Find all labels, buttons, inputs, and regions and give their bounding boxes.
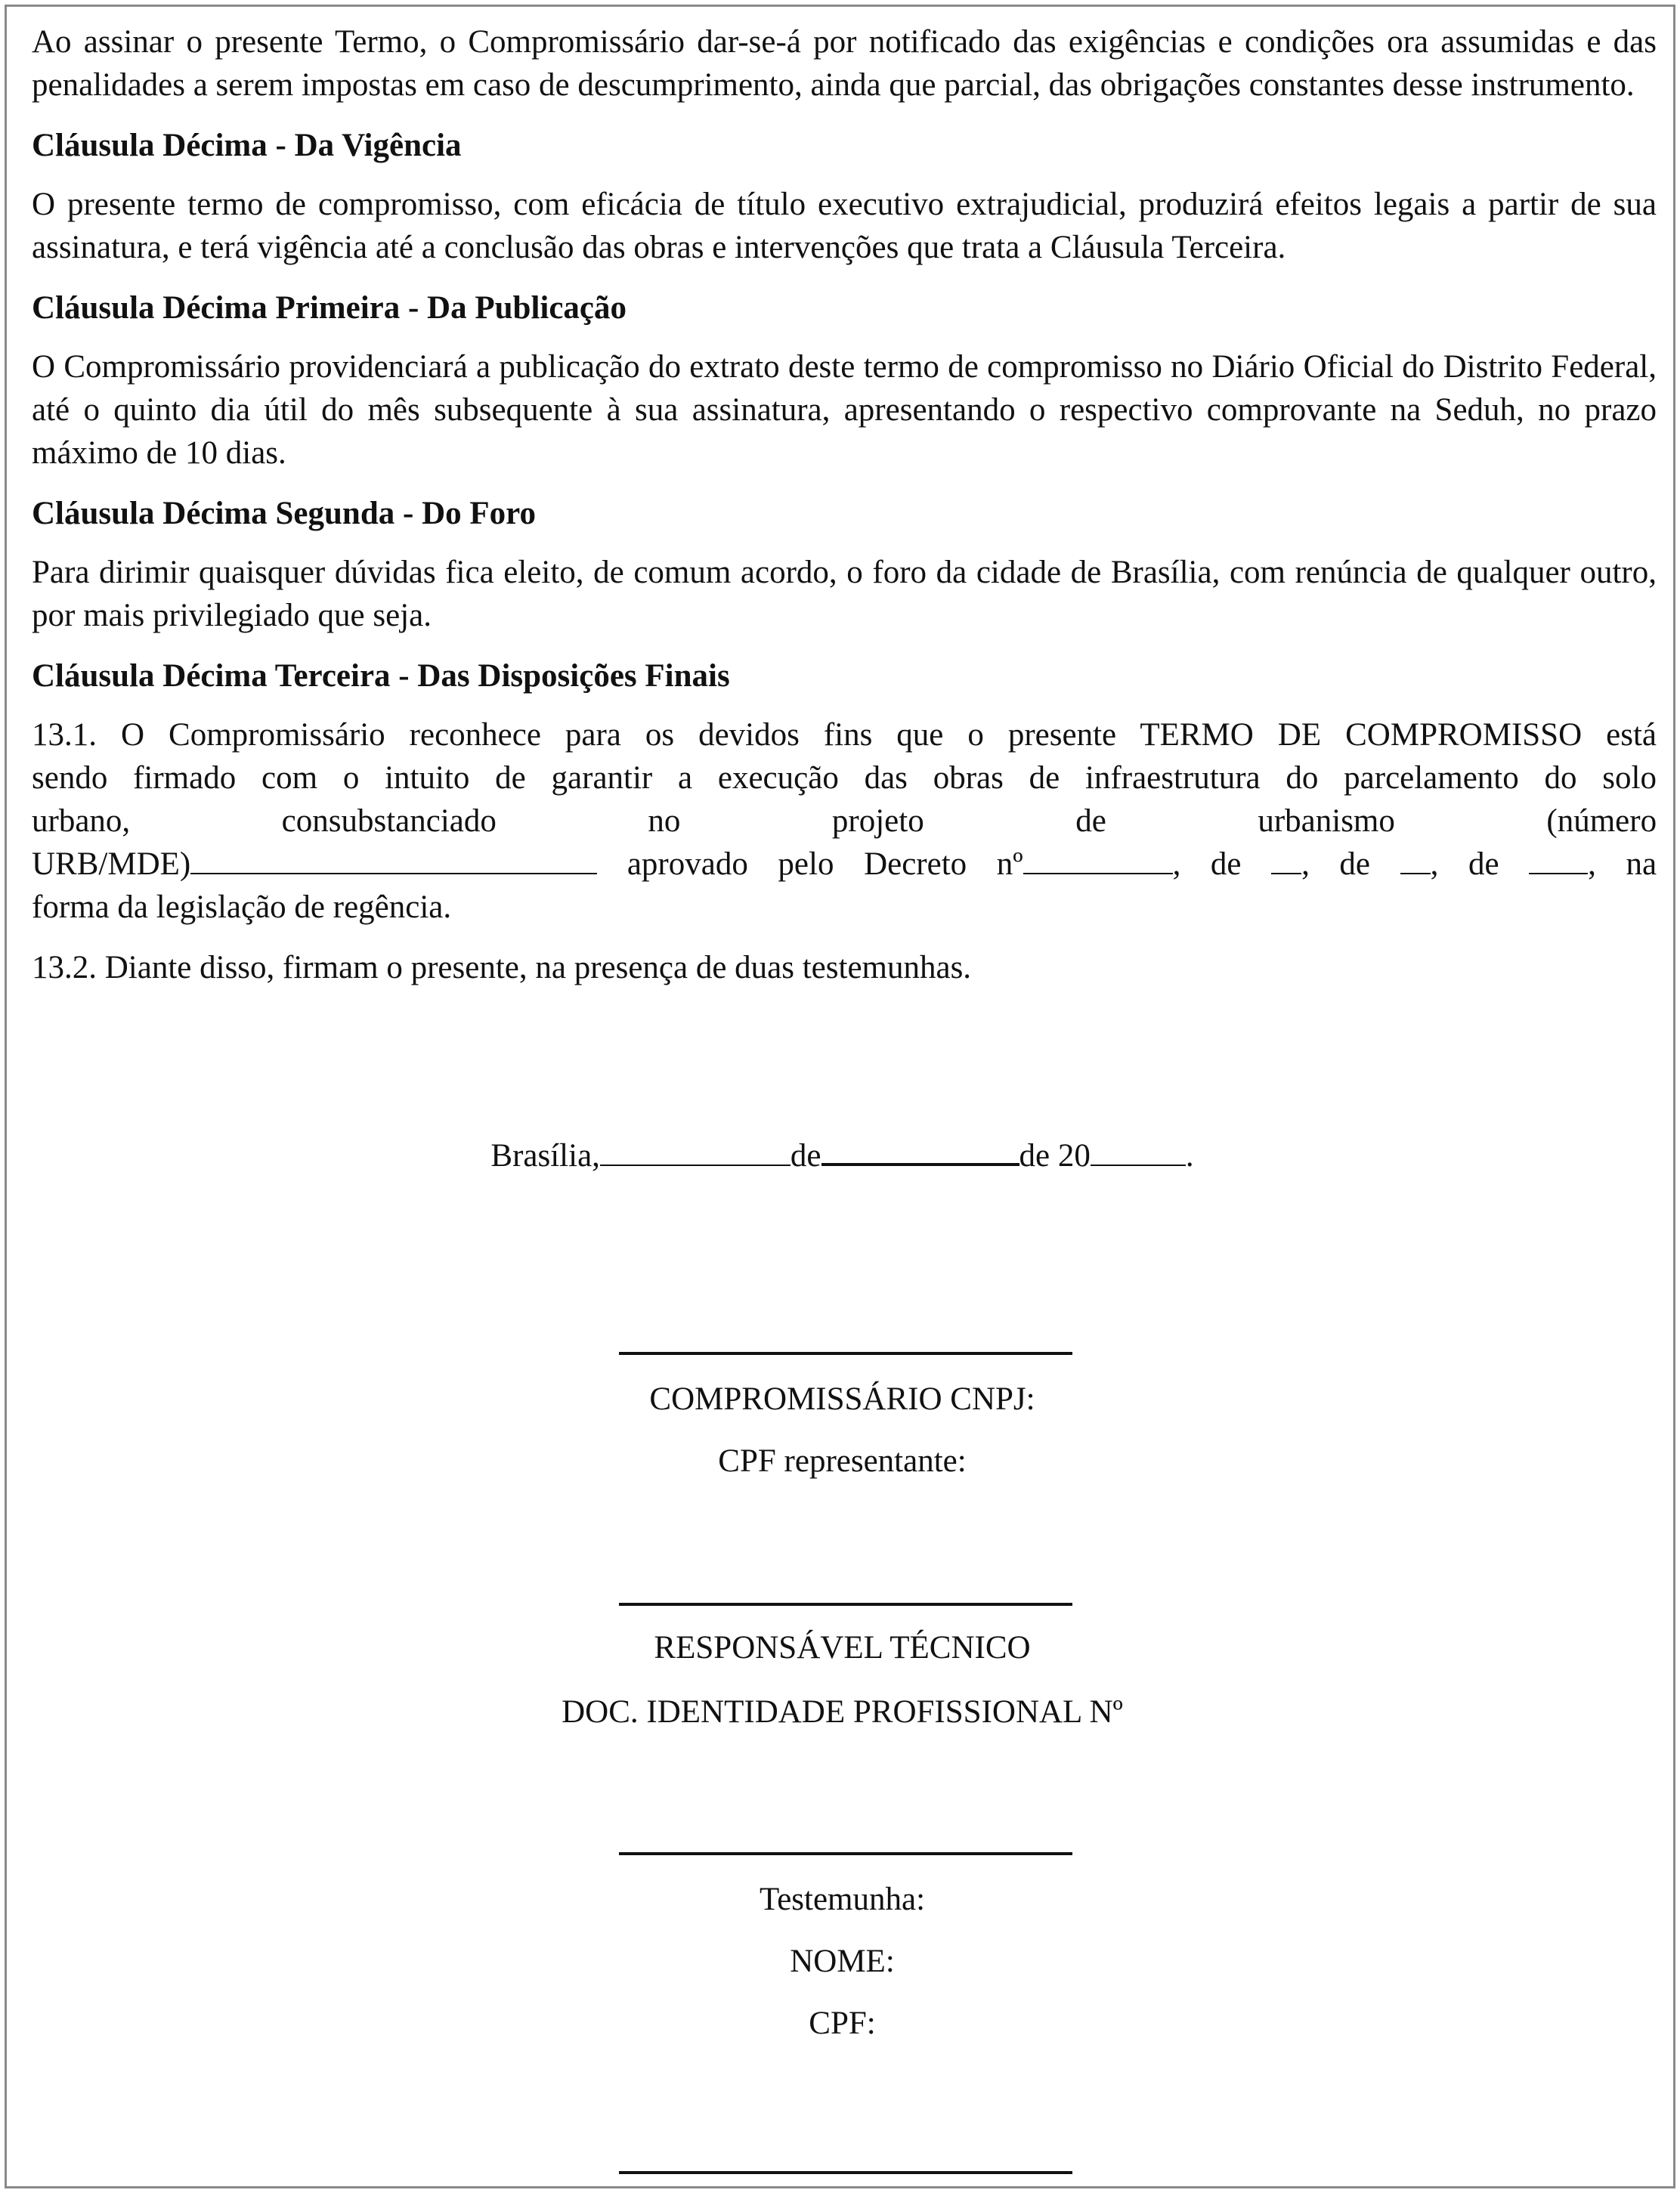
date-de: de (790, 1138, 821, 1174)
clause-12-text: Para dirimir quaisquer dúvidas fica eleito, de comum acordo, o foro da cidade de Brasília, com renúncia de qualquer outro, por mais privilegiado que seja. (32, 555, 1657, 633)
urb-mde-number-blank (190, 844, 597, 874)
word: projeto (831, 803, 924, 839)
word: de (1075, 803, 1106, 839)
clause-10-text: O presente termo de compromisso, com eficácia de título executivo extrajudicial, produzirá efeitos legais a partir de sua assinatura, e terá vigência até a conclusão das obras e intervenções que trata a Cláusula Terceira. (32, 187, 1657, 265)
decreto-number-blank (1023, 844, 1173, 874)
date-day-blank (600, 1136, 790, 1166)
year-blank (1529, 844, 1588, 874)
item-13-1-line-1: 13.1. O Compromissário reconhece para os devidos fins que o presente TERMO DE COMPROMISSO está (32, 717, 1657, 753)
word: Decreto (864, 846, 967, 882)
document-body (32, 20, 1657, 989)
item-13-1-line-2: sendo firmado com o intuito de garantir a execução das obras de infraestrutura do parcelamento do solo (32, 760, 1657, 796)
document-page (5, 5, 1675, 2188)
day-blank (1271, 844, 1301, 874)
responsavel-tecnico: RESPONSÁVEL TÉCNICO (654, 1630, 1031, 1666)
testemunha-label: Testemunha: (759, 1882, 926, 1917)
separator: , de (1172, 846, 1242, 882)
signature-line-testemunha-2 (619, 2171, 1072, 2174)
item-13-1-line-5: forma da legislação de regência. (32, 889, 452, 925)
date-end: . (1185, 1138, 1194, 1174)
date-year-blank (1091, 1136, 1186, 1166)
compromissario-cnpj: COMPROMISSÁRIO CNPJ: (649, 1381, 1035, 1417)
date-de-20: de 20 (1019, 1138, 1091, 1174)
word: , na (1588, 846, 1657, 882)
signature-line-compromissario (619, 1352, 1072, 1355)
signature-line-responsavel (619, 1603, 1072, 1606)
testemunha-nome: NOME: (790, 1944, 895, 1979)
clause-10-title: Cláusula Décima - Da Vigência (32, 128, 462, 163)
date-line (7, 1134, 1678, 1177)
word: (número (1546, 803, 1657, 839)
doc-identidade-profissional: DOC. IDENTIDADE PROFISSIONAL Nº (562, 1694, 1123, 1730)
word: aprovado (627, 846, 748, 882)
item-13-1-line-3 (32, 800, 1657, 843)
clause-12-title: Cláusula Décima Segunda - Do Foro (32, 496, 536, 531)
clause-11-title: Cláusula Décima Primeira - Da Publicação (32, 290, 627, 326)
item-13-1 (32, 713, 1657, 929)
separator: , de (1301, 846, 1371, 882)
word: consubstanciado (281, 803, 497, 839)
date-city: Brasília, (490, 1138, 600, 1174)
urb-mde-label: URB/MDE) (32, 846, 191, 882)
signature-line-testemunha-1 (619, 1852, 1072, 1855)
date-month-blank (821, 1134, 1019, 1166)
clause-13-title: Cláusula Décima Terceira - Das Disposições Finais (32, 658, 730, 694)
month-blank (1400, 844, 1431, 874)
word: urbanismo (1258, 803, 1395, 839)
compromissario-cpf: CPF representante: (718, 1443, 967, 1479)
decreto-number-label: nº (996, 846, 1023, 882)
word: pelo (778, 846, 834, 882)
word: urbano, (32, 803, 131, 839)
clause-11-text: O Compromissário providenciará a publicação do extrato deste termo de compromisso no Diário Oficial do Distrito Federal, até o quinto dia útil do mês subsequente à sua assinatura, apresentando o respectivo comprovante na Seduh, no prazo máximo de 10 dias. (32, 349, 1657, 471)
item-13-2: 13.2. Diante disso, firmam o presente, na presença de duas testemunhas. (32, 950, 972, 985)
testemunha-cpf: CPF: (809, 2006, 876, 2041)
separator: , de (1430, 846, 1499, 882)
intro-paragraph: Ao assinar o presente Termo, o Compromissário dar-se-á por notificado das exigências e condições ora assumidas e das penalidades a serem impostas em caso de descumprimento, ainda que parcial, das obrigações constantes desse instrumento. (32, 24, 1657, 103)
item-13-1-line-4 (32, 843, 1657, 886)
word: no (648, 803, 681, 839)
